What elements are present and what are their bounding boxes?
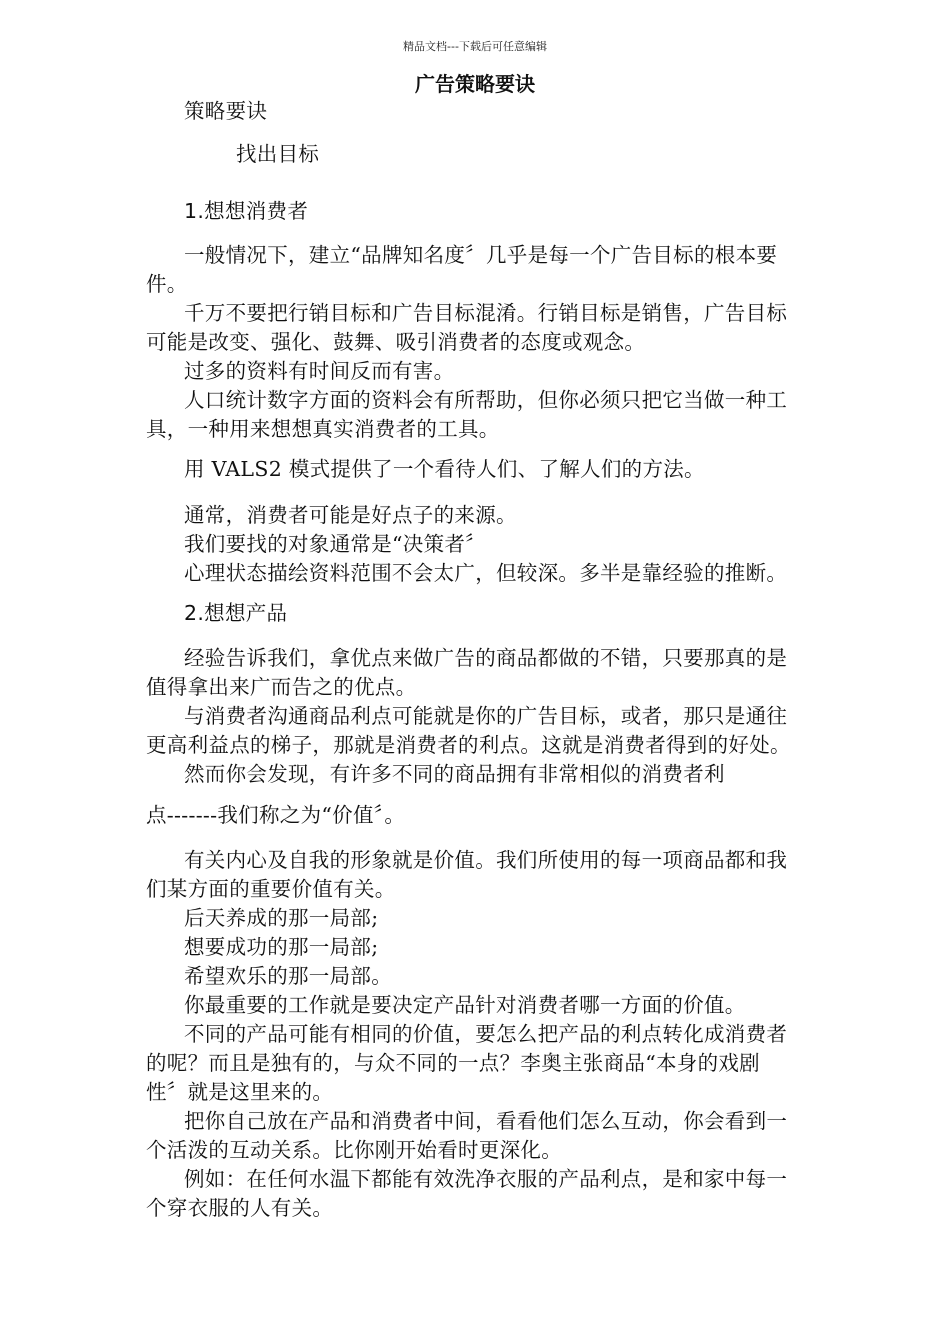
paragraph-line: 具，一种用来想想真实消费者的工具。	[146, 417, 500, 441]
paragraph-line: 有关内心及自我的形象就是价值。我们所使用的每一项商品都和我	[184, 848, 788, 872]
heading-find-target: 找出目标	[236, 142, 320, 166]
paragraph-line: 用 VALS2 模式提供了一个看待人们、了解人们的方法。	[184, 457, 705, 481]
paragraph-line: 不同的产品可能有相同的价值，要怎么把产品的利点转化成消费者	[184, 1022, 788, 1046]
header-note: 精品文档---下载后可任意编辑	[403, 40, 547, 53]
paragraph-line: 心理状态描绘资料范围不会太广，但较深。多半是靠经验的推断。	[184, 561, 788, 585]
paragraph-line: 可能是改变、强化、鼓舞、吸引消费者的态度或观念。	[146, 330, 646, 354]
paragraph-line: 希望欢乐的那一局部。	[184, 964, 392, 988]
paragraph-line: 千万不要把行销目标和广告目标混淆。行销目标是销售，广告目标	[184, 301, 788, 325]
section1-title: 1.想想消费者	[184, 199, 309, 223]
document-title: 广告策略要诀	[415, 72, 535, 96]
heading-strategy: 策略要诀	[184, 99, 268, 123]
section2-title: 2.想想产品	[184, 601, 288, 625]
paragraph-line: 后天养成的那一局部;	[184, 906, 379, 930]
paragraph-line: 一般情况下，建立“品牌知名度〞几乎是每一个广告目标的根本要	[184, 243, 778, 267]
paragraph-line: 人口统计数字方面的资料会有所帮助，但你必须只把它当做一种工	[184, 388, 788, 412]
paragraph-line: 例如：在任何水温下都能有效洗净衣服的产品利点，是和家中每一	[184, 1167, 788, 1191]
paragraph-line: 想要成功的那一局部;	[184, 935, 379, 959]
paragraph-line: 通常，消费者可能是好点子的来源。	[184, 503, 517, 527]
paragraph-line: 然而你会发现，有许多不同的商品拥有非常相似的消费者利	[184, 762, 725, 786]
paragraph-line: 个穿衣服的人有关。	[146, 1196, 334, 1220]
paragraph-line: 性〞就是这里来的。	[146, 1080, 334, 1104]
paragraph-line: 与消费者沟通商品利点可能就是你的广告目标，或者，那只是通往	[184, 704, 788, 728]
paragraph-line: 我们要找的对象通常是“决策者〞	[184, 532, 486, 556]
paragraph-line: 们某方面的重要价值有关。	[146, 877, 396, 901]
paragraph-line: 点-------我们称之为“价值〞。	[146, 803, 406, 827]
paragraph-line: 件。	[146, 272, 188, 296]
paragraph-line: 个活泼的互动关系。比你刚开始看时更深化。	[146, 1138, 562, 1162]
paragraph-line: 经验告诉我们，拿优点来做广告的商品都做的不错，只要那真的是	[184, 646, 788, 670]
paragraph-line: 过多的资料有时间反而有害。	[184, 359, 455, 383]
paragraph-line: 你最重要的工作就是要决定产品针对消费者哪一方面的价值。	[184, 993, 746, 1017]
paragraph-line: 值得拿出来广而告之的优点。	[146, 675, 417, 699]
paragraph-line: 的呢？而且是独有的，与众不同的一点？李奥主张商品“本身的戏剧	[146, 1051, 760, 1075]
paragraph-line: 更高利益点的梯子，那就是消费者的利点。这就是消费者得到的好处。	[146, 733, 791, 757]
paragraph-line: 把你自己放在产品和消费者中间，看看他们怎么互动，你会看到一	[184, 1109, 788, 1133]
